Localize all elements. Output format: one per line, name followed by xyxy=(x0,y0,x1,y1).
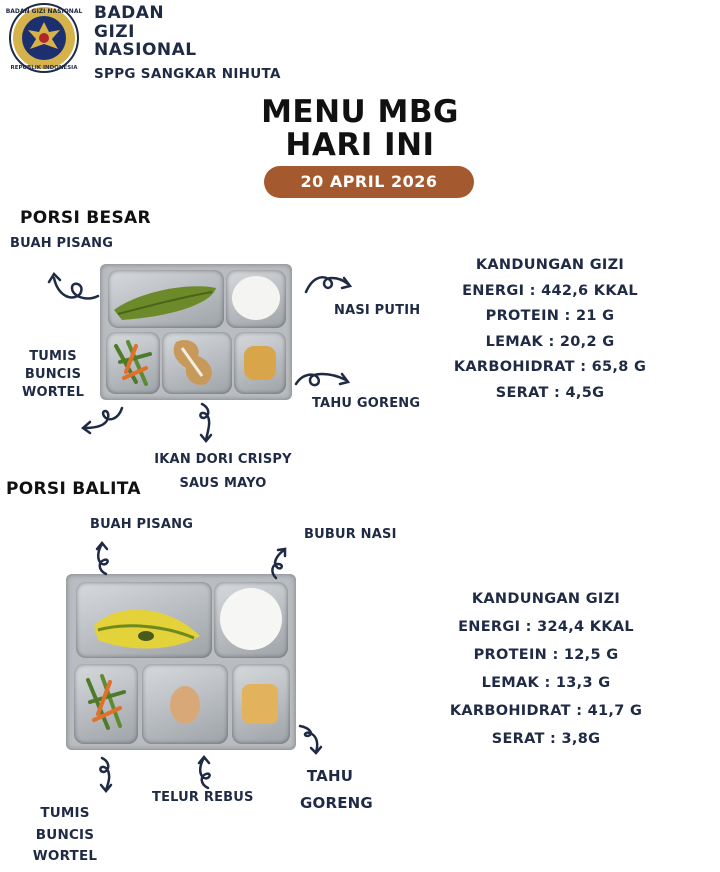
balita-side-line-1: TAHU xyxy=(306,767,354,785)
besar-food-tray-photo xyxy=(100,264,292,400)
balita-tray-main xyxy=(142,664,228,744)
balita-label-side xyxy=(300,763,373,817)
org-line-2: GIZI xyxy=(94,21,135,42)
arrow-icon-balita-side xyxy=(296,722,326,756)
balita-label-rice: BUBUR NASI xyxy=(304,527,397,542)
arrow-icon-besar-rice xyxy=(302,268,354,298)
besar-main-line-1: IKAN DORI CRISPY xyxy=(154,452,292,467)
egg-icon xyxy=(170,686,200,724)
svg-text:BADAN GIZI NASIONAL: BADAN GIZI NASIONAL xyxy=(5,8,83,15)
balita-tray-rice xyxy=(214,582,288,658)
besar-tray-side xyxy=(234,332,286,394)
bgn-seal-logo xyxy=(4,2,86,74)
balita-nutrition-panel xyxy=(436,585,656,753)
green-bean-icon xyxy=(106,332,160,394)
besar-tray-main xyxy=(162,332,232,394)
title-line-2: HARI INI xyxy=(285,127,435,163)
besar-nutrition-heading: KANDUNGAN GIZI xyxy=(475,257,625,273)
arrow-icon-besar-veg xyxy=(78,402,126,436)
svg-text:REPUBLIK INDONESIA: REPUBLIK INDONESIA xyxy=(10,65,78,71)
banana-icon xyxy=(108,270,224,328)
balita-nutrition-heading: KANDUNGAN GIZI xyxy=(471,591,621,607)
besar-label-side: TAHU GORENG xyxy=(312,396,421,411)
balita-tray-fruit xyxy=(76,582,212,658)
fried-fish-icon xyxy=(162,332,232,394)
arrow-icon-besar-side xyxy=(292,364,352,394)
tofu-icon xyxy=(244,346,276,380)
balita-nutrition-fiber: SERAT : 3,8G xyxy=(491,731,601,747)
balita-label-main: TELUR REBUS xyxy=(152,790,254,805)
besar-label-veg xyxy=(22,348,84,402)
balita-label-fruit: BUAH PISANG xyxy=(90,517,194,532)
unit-name: SPPG SANGKAR NIHUTA xyxy=(94,66,281,82)
besar-tray-fruit xyxy=(108,270,224,328)
title-line-1: MENU MBG xyxy=(261,94,459,130)
besar-tray-veg xyxy=(106,332,160,394)
besar-label-main xyxy=(148,448,298,496)
besar-tray-rice xyxy=(226,270,286,328)
balita-tray-side xyxy=(232,664,290,744)
porsi-balita-heading: PORSI BALITA xyxy=(6,479,141,499)
banana-icon xyxy=(76,582,212,658)
besar-veg-line-2: BUNCIS xyxy=(24,367,82,382)
arrow-icon-besar-fruit xyxy=(46,266,102,306)
arrow-icon-balita-main xyxy=(194,754,218,790)
rice-icon xyxy=(232,276,280,320)
besar-label-rice: NASI PUTIH xyxy=(334,303,421,318)
besar-veg-line-3: WORTEL xyxy=(22,385,85,400)
org-line-1: BADAN xyxy=(94,3,165,23)
balita-food-tray-photo xyxy=(66,574,296,750)
balita-veg-line-1: TUMIS xyxy=(40,805,90,821)
balita-veg-line-2: BUNCIS xyxy=(35,826,95,843)
arrow-icon-besar-main xyxy=(192,400,220,444)
arrow-icon-balita-fruit xyxy=(92,540,116,576)
balita-side-line-2: GORENG xyxy=(300,794,373,812)
porridge-icon xyxy=(220,588,282,650)
porsi-besar-heading: PORSI BESAR xyxy=(20,208,151,228)
besar-nutrition-fat: LEMAK : 20,2 G xyxy=(485,333,615,350)
besar-veg-line-1: TUMIS xyxy=(29,349,77,364)
balita-label-veg xyxy=(32,803,98,868)
org-line-3: NASIONAL xyxy=(94,40,197,60)
arrow-icon-balita-veg xyxy=(94,754,118,794)
tofu-icon xyxy=(242,684,278,724)
arrow-icon-balita-rice xyxy=(266,546,292,580)
page-title xyxy=(0,96,720,162)
green-bean-icon xyxy=(74,664,138,744)
besar-nutrition-fiber: SERAT : 4,5G xyxy=(495,384,605,401)
date-badge: 20 APRIL 2026 xyxy=(264,166,474,198)
besar-nutrition-carbs: KARBOHIDRAT : 65,8 G xyxy=(453,359,647,375)
balita-nutrition-energy: ENERGI : 324,4 KKAL xyxy=(458,619,634,635)
balita-nutrition-carbs: KARBOHIDRAT : 41,7 G xyxy=(449,703,643,719)
besar-nutrition-protein: PROTEIN : 21 G xyxy=(485,308,615,324)
besar-label-fruit: BUAH PISANG xyxy=(10,236,114,251)
balita-nutrition-fat: LEMAK : 13,3 G xyxy=(481,675,611,691)
balita-veg-line-3: WORTEL xyxy=(32,848,98,864)
besar-nutrition-panel xyxy=(440,253,660,406)
balita-nutrition-protein: PROTEIN : 12,5 G xyxy=(473,647,619,663)
organization-name xyxy=(94,4,197,60)
besar-main-line-2: SAUS MAYO xyxy=(179,476,267,491)
balita-tray-veg xyxy=(74,664,138,744)
besar-nutrition-energy: ENERGI : 442,6 KKAL xyxy=(462,282,638,299)
